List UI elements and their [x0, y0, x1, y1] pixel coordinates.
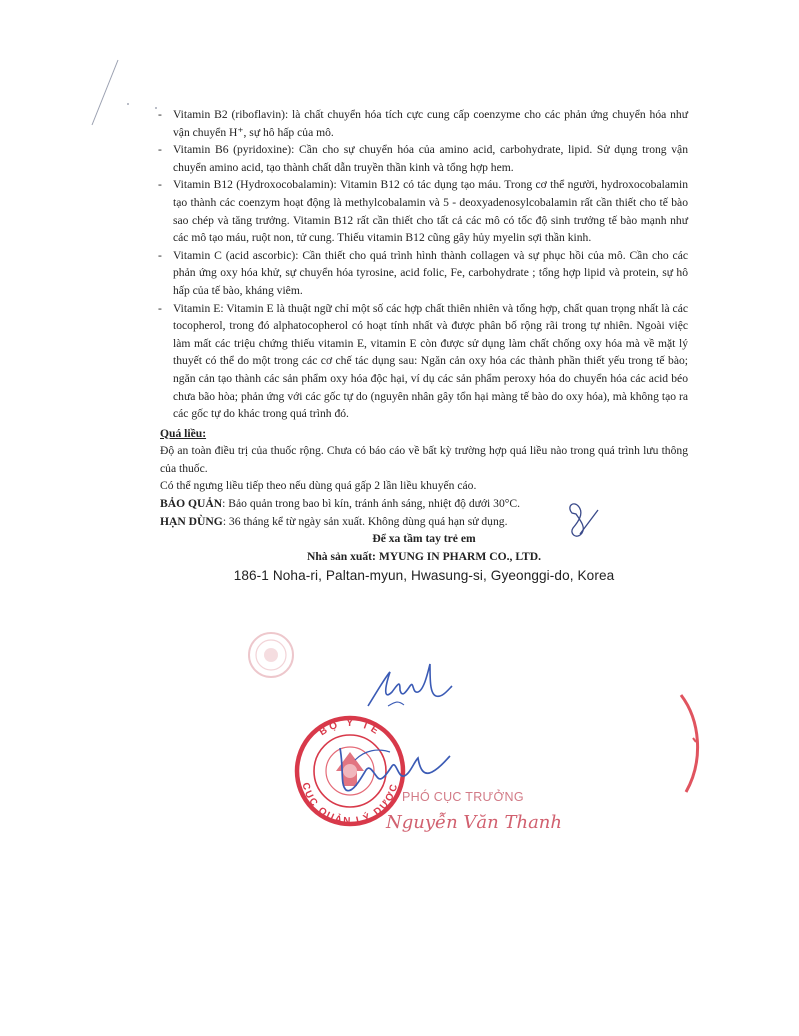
signature-blue-lower-flourish — [355, 750, 390, 760]
manufacturer-address: 186-1 Noha-ri, Paltan-myun, Hwasung-si, Gyeonggi-do, Korea — [233, 568, 615, 584]
signature-blue-upper — [368, 664, 452, 706]
storage-text: : Bảo quản trong bao bì kín, tránh ánh sáng, nhiệt độ dưới 30°C. — [222, 497, 521, 511]
list-item-vitamin-e: - Vitamin E: Vitamin E là thuật ngữ chỉ một số các hợp chất thiên nhiên và tổng hợp, chất quan trọng nhất là các tocopherol, trong đó alphatocopherol có hoạt tính nhất và được phân bố rộng rãi trong tự nhiên. Ngoài việc làm mất các triệu chứng thiếu vitamin E, vitamin E còn được sử dụng làm chất chống oxy hóa mà về mặt lý thuyết có thể do một trong các cơ chế tác dụng sau: Ngăn cản oxy hóa các thành phần thiết yếu trong tế bào; ngăn cản tạo thành các sản phẩm oxy hóa độc hại, ví dụ các sản phẩm peroxy hóa do chuyển hóa các acid béo chưa bão hòa; phản ứng với các gốc tự do (nguyên nhân gây tổn hại màng tế bào do oxy hóa), mà không tạo ra các gốc tự do khác trong quá trình đó. — [158, 301, 688, 421]
list-item-vitamin-b6: - Vitamin B6 (pyridoxine): Cần cho sự chuyển hóa của amino acid, carbohydrate, lipid. Sử dụng trong vận chuyển amino acid, tạo thành chất dẫn truyền thần kinh và tổng hợp hem. — [158, 143, 688, 174]
signatory-name: Nguyễn Văn Thanh — [386, 812, 562, 833]
faint-seal — [249, 633, 293, 677]
partial-seal-right-edge — [681, 695, 698, 792]
handwritten-8-mark — [570, 504, 598, 536]
expiry-label: HẠN DÙNG — [160, 514, 223, 528]
manufacturer-name: MYUNG IN PHARM CO., LTD. — [378, 549, 542, 563]
ink-dot — [127, 103, 129, 105]
ink-dot — [155, 107, 157, 109]
list-item-vitamin-b12: - Vitamin B12 (Hydroxocobalamin): Vitamin B12 có tác dụng tạo máu. Trong cơ thể người, hydroxocobalamin tạo thành các coenzym hoạt động là methylcobalamin và 5 - deoxyadenosylcobalamin rất cần thiết cho tế bào sao chép và tăng trưởng. Vitamin B12 rất cần thiết cho tất cả các mô có tốc độ sinh trưởng tế bào mạnh như các mô tạo máu, ruột non, tử cung. Thiếu vitamin B12 cũng gây hủy myelin sợi thần kinh. — [158, 178, 688, 245]
storage-label: BẢO QUẢN — [160, 497, 223, 511]
pen-stroke-mark — [92, 60, 118, 125]
overdose-text-1: Độ an toàn điều trị của thuốc rộng. Chưa có báo cáo về bất kỳ trường hợp quá liều nào trong quá trình lưu thông của thuốc. — [160, 444, 688, 475]
overdose-heading: Quá liều: — [160, 426, 207, 440]
list-item-vitamin-b2: - Vitamin B2 (riboflavin): là chất chuyển hóa tích cực cung cấp coenzyme cho các phản ứng chuyển hóa như vận chuyển H⁺, sự hô hấp của mô. — [158, 108, 688, 139]
expiry-text: : 36 tháng kể từ ngày sản xuất. Không dùng quá hạn sử dụng. — [222, 514, 508, 528]
list-item-vitamin-c: - Vitamin C (acid ascorbic): Cần thiết cho quá trình hình thành collagen và sự phục hồi của mô. Cần cho các phản ứng oxy hóa khử, sự chuyển hóa tyrosine, acid folic, Fe, carbohydrate ; tổng hợp lipid và protein, sự hô hấp của tế bào, kháng viêm. — [158, 248, 688, 297]
signatory-title: PHÓ CỤC TRƯỞNG — [402, 790, 524, 804]
seal-text-top: BỘ Y TẾ — [317, 717, 383, 739]
children-warning: Để xa tầm tay trẻ em — [372, 532, 476, 546]
manufacturer-label: Nhà sản xuất: — [306, 549, 379, 563]
overdose-text-2: Có thể ngưng liều tiếp theo nếu dùng quá gấp 2 lần liều khuyến cáo. — [160, 479, 477, 493]
seal-text-bottom: CỤC QUẢN LÝ DƯỢC — [299, 781, 401, 828]
signature-blue-flourish — [388, 702, 404, 706]
